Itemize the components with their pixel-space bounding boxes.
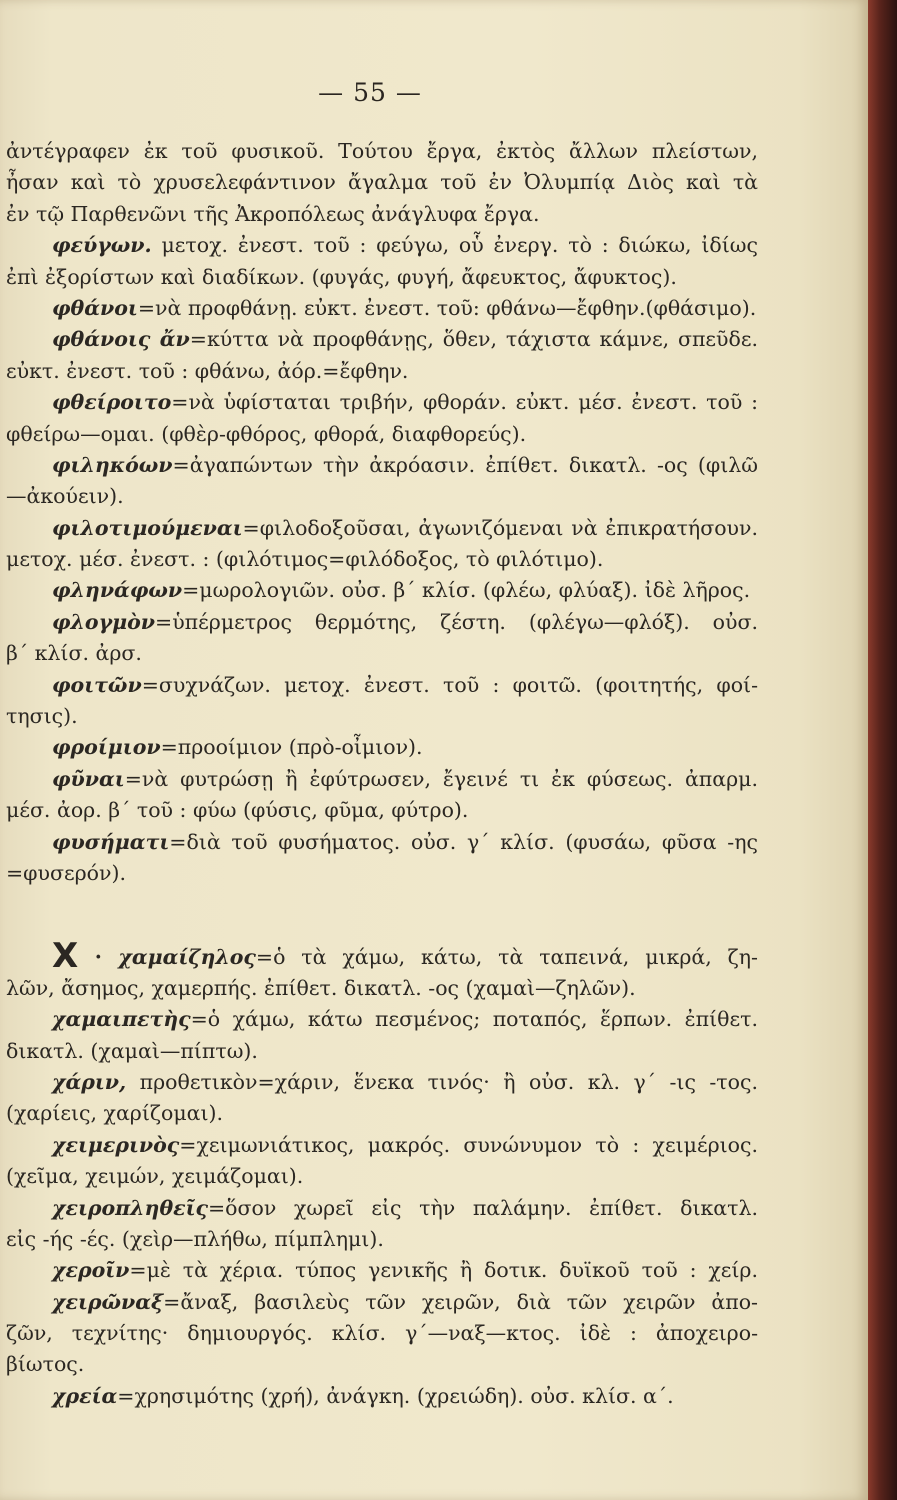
entry-headword: φοιτῶν [52,672,142,697]
entry-definition: =κύττα νὰ προφθάνῃς, ὅθεν, τάχιστα κάμνε, σπεῦδε. [189,327,758,352]
entry-line: (χεῖμα, χειμών, χειμάζομαι). [6,1164,304,1189]
entry-line: ἐπὶ ἐξορίστων καὶ διαδίκων. (φυγάς, φυγή, ἄφευκτος, ἄφυκτος). [6,264,677,289]
entry-definition: μετοχ. ἐνεστ. τοῦ : φεύγω, οὗ ἐνεργ. τὸ : διώκω, ἰδίως [151,233,758,258]
book-spine-edge [868,0,897,1500]
entry-line: ζῶν, τεχνίτης· δημιουργός. κλίσ. γ´—ναξ—κτος. ἰδὲ : ἀποχειρο- [6,1321,758,1346]
entry-definition: =ὁ χάμω, κάτω πεσμένος; ποταπός, ἕρπων. ἐπίθετ. [190,1007,758,1032]
entry-headword: χαμαίζηλος [118,945,256,970]
entry-headword: φλογμὸν [52,609,156,634]
entry-definition: =μωρολογιῶν. οὐσ. β´ κλίσ. (φλέω, φλύαξ). ἰδὲ λῆρος. [182,578,751,603]
entry-line: =φυσερόν). [6,860,126,885]
page-number: — 55 — [318,78,422,107]
entry-definition: =χειμωνιάτικος, μακρός. συνώνυμον τὸ : χειμέριος. [179,1132,758,1157]
entry-line [6,827,758,858]
entry-definition: =ὅσον χωρεῖ εἰς τὴν παλάμην. ἐπίθετ. δικατλ. [208,1195,758,1220]
entry-headword: φθάνοις ἄν [52,327,190,352]
entry-line: μέσ. ἀορ. β´ τοῦ : φύω (φύσις, φῦμα, φύτρο). [6,798,469,823]
entry-definition: =ἄναξ, βασιλεὺς τῶν χειρῶν, διὰ τῶν χειρῶν ἀπο- [163,1289,758,1314]
entry-line [6,670,758,701]
entry-definition: =ὁ τὰ χάμω, κάτω, τὰ ταπεινά, μικρά, ζη- [255,945,758,970]
entry-definition: =μὲ τὰ χέρια. τύπος γενικῆς ἢ δοτικ. δυϊκοῦ τοῦ : χείρ. [129,1258,758,1283]
entry-line [6,1255,758,1286]
entry-line [6,1193,758,1224]
entry-line [6,293,758,324]
entry-definition: =προοίμιον (πρὸ-οἶμιον). [160,735,423,760]
entry-line [6,1004,758,1035]
entry-line: φθείρω—ομαι. (φθὲρ-φθόρος, φθορά, διαφθορεύς). [6,421,527,446]
entry-definition: =νὰ προφθάνῃ. εὐκτ. ἐνεστ. τοῦ: φθάνω—ἔφθην.(φθάσιμο). [137,295,757,320]
entry-headword: φθάνοι [52,295,138,320]
text-line: ἐν τῷ Παρθενῶνι τῆς Ἀκροπόλεως ἀνάγλυφα ἔργα. [6,201,540,226]
entry-definition: =φιλοδοξοῦσαι, ἀγωνιζόμεναι νὰ ἐπικρατήσουν. [242,515,758,540]
section-letter: Χ [52,936,79,977]
entry-definition: =ἀγαπώντων τὴν ἀκρόασιν. ἐπίθετ. δικατλ. -ος (φιλῶ [172,452,758,477]
entry-definition: =ὑπέρμετρος θερμότης, ζέστη. (φλέγω—φλόξ). οὐσ. [155,609,758,634]
entry-definition: =διὰ τοῦ φυσήματος. οὐσ. γ´ κλίσ. (φυσάω, φῦσα -ης [169,829,758,854]
entry-line: τησις). [6,704,78,729]
entry-headword: φιλοτιμούμεναι [52,515,243,540]
entry-line: εἰς -ής -ές. (χεὶρ—πλήθω, πίμπλημι). [6,1226,384,1251]
entry-headword: φληνάφων [52,578,183,603]
entry-headword: χειροπληθεῖς [52,1195,208,1220]
entry-line: (χαρίεις, χαρίζομαι). [6,1101,224,1126]
page-text [6,136,758,1412]
entry-headword: φῦναι [52,766,125,791]
entry-line [6,764,758,795]
entry-line [6,324,758,355]
entry-line: εὐκτ. ἐνεστ. τοῦ : φθάνω, ἀόρ.=ἔφθην. [6,358,409,383]
entry-headword: χρεία [52,1383,118,1408]
entry-headword: φεύγων. [52,233,152,258]
entry-line [6,732,758,763]
entry-headword: χειρῶναξ [52,1289,164,1314]
entry-line [6,387,758,418]
entry-headword: φυσήματι [52,829,170,854]
entry-line [6,450,758,481]
entry-headword: χαμαιπετὴς [52,1007,191,1032]
entry-definition: προθετικὸν=χάριν, ἕνεκα τινός· ἢ οὐσ. κλ. γ´ -ις -τος. [126,1069,758,1094]
entry-line: λῶν, ἄσημος, χαμερπής. ἐπίθετ. δικατλ. -ος (χαμαὶ—ζηλῶν). [6,975,636,1000]
entry-line [6,936,758,977]
entry-line [6,513,758,544]
entry-headword: χεροῖν [52,1258,130,1283]
entry-line: —ἀκούειν). [6,484,124,509]
text-line: ἀντέγραφεν ἐκ τοῦ φυσικοῦ. Τούτου ἔργα, ἐκτὸς ἄλλων πλείστων, [6,139,758,163]
entry-line [6,1067,758,1098]
entry-headword: χειμερινὸς [52,1132,180,1157]
entry-headword: φροίμιον [52,735,161,760]
entry-line: δικατλ. (χαμαὶ—πίπτω). [6,1038,258,1063]
entry-headword: χάριν, [52,1069,127,1094]
entry-line [6,575,758,606]
entry-line: β´ κλίσ. ἀρσ. [6,641,142,666]
text-line: ἦσαν καὶ τὸ χρυσελεφάντινον ἄγαλμα τοῦ ἐν Ὀλυμπίᾳ Διὸς καὶ τὰ [6,170,758,195]
entry-line [6,1381,758,1412]
section-bullet: · [78,945,119,970]
entry-line [6,1130,758,1161]
entry-line: μετοχ. μέσ. ἐνεστ. : (φιλότιμος=φιλόδοξος, τὸ φιλότιμο). [6,547,604,572]
entry-line [6,607,758,638]
entry-line: βίωτος. [6,1352,85,1377]
entry-definition: =νὰ ὑφίσταται τριβήν, φθοράν. εὐκτ. μέσ. ἐνεστ. τοῦ : [171,390,758,415]
entry-line [6,1287,758,1318]
entry-definition: =χρησιμότης (χρή), ἀνάγκη. (χρειώδη). οὐσ. κλίσ. α´. [117,1383,674,1408]
entry-headword: φθείροιτο [52,390,172,415]
entry-definition: =συχνάζων. μετοχ. ἐνεστ. τοῦ : φοιτῶ. (φοιτητής, φοί- [141,672,758,697]
entry-definition: =νὰ φυτρώσῃ ἢ ἐφύτρωσεν, ἔγεινέ τι ἐκ φύσεως. ἀπαρμ. [124,766,758,791]
section-gap [6,889,758,941]
entry-headword: φιληκόων [52,452,173,477]
entry-line [6,230,758,261]
